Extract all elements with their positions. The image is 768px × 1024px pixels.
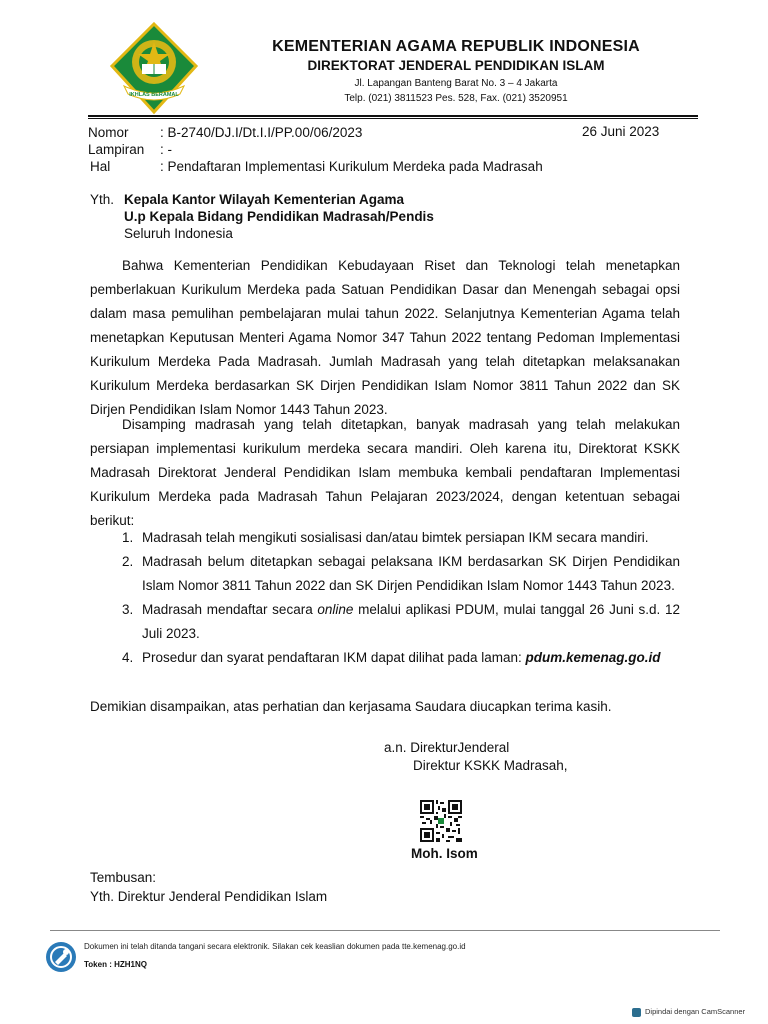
list-text-pre: Madrasah mendaftar secara — [142, 602, 318, 617]
footer-token: Token : HZH1NQ — [84, 960, 147, 969]
recipient-line3: Seluruh Indonesia — [124, 226, 233, 241]
nomor-value: : B-2740/DJ.I/Dt.I.I/PP.00/06/2023 — [160, 125, 363, 140]
phone-line: Telp. (021) 3811523 Pes. 528, Fax. (021) 3520951 — [344, 93, 568, 104]
footer-rule — [50, 930, 720, 931]
hal-label: Hal — [90, 159, 111, 174]
recipient-line1: Kepala Kantor Wilayah Kementerian Agama — [124, 192, 404, 207]
paragraph-text: Bahwa Kementerian Pendidikan Kebudayaan Riset dan Teknologi telah menetapkan pemberlakuan Kurikulum Merdeka pada Satuan Pendidikan Dasar dan Menengah sebagai opsi dalam masa pemulihan pembelajaran mulai tahun 2022. Selanjutnya Kementerian Agama telah menetapkan Keputusan Menteri Agama Nomor 347 Tahun 2022 tentang Pedoman Implementasi Kurikulum Merdeka Pada Madrasah. Jumlah Madrasah yang telah ditetapkan melaksanakan Kurikulum Merdeka berdasarkan SK Dirjen Pendidikan Islam Nomor 3811 Tahun 2022 dan SK Dirjen Pendidikan Islam Nomor 1443 Tahun 2023. — [90, 258, 680, 417]
requirements-list — [122, 526, 680, 670]
list-item — [122, 598, 680, 646]
camscanner-label: Dipindai dengan CamScanner — [645, 1007, 746, 1016]
list-text-post: melalui aplikasi PDUM, mulai tanggal 26 Juni s.d. 12 Juli 2023. — [142, 602, 681, 641]
list-text: Madrasah telah mengikuti sosialisasi dan/atau bimtek persiapan IKM secara mandiri. — [142, 530, 649, 545]
address-block — [200, 76, 712, 106]
lampiran-label: Lampiran — [88, 142, 145, 157]
list-text-pre: Prosedur dan syarat pendaftaran IKM dapat dilihat pada laman: — [142, 650, 526, 665]
list-item — [122, 550, 680, 598]
letterhead-rule-thick — [88, 115, 698, 117]
letter-date: 26 Juni 2023 — [582, 124, 660, 139]
list-number: 1. — [122, 530, 134, 545]
list-item — [122, 646, 680, 670]
recipient-line2: U.p Kepala Bidang Pendidikan Madrasah/Pendis — [124, 209, 434, 224]
signature-line1: a.n. DirekturJenderal — [384, 740, 510, 755]
directorate-name: DIREKTORAT JENDERAL PENDIDIKAN ISLAM — [307, 58, 605, 73]
bsre-seal-icon — [44, 940, 78, 974]
letterhead-rule-thin — [88, 118, 698, 119]
cc-label: Tembusan: — [90, 870, 157, 885]
pdum-link[interactable]: pdum.kemenag.go.id — [525, 650, 661, 665]
camscanner-icon — [632, 1008, 641, 1017]
cc-item: Yth. Direktur Jenderal Pendidikan Islam — [90, 889, 328, 904]
list-text — [142, 646, 680, 670]
hal-value: : Pendaftaran Implementasi Kurikulum Merdeka pada Madrasah — [160, 159, 543, 174]
list-number: 4. — [122, 650, 134, 665]
list-number: 2. — [122, 554, 134, 569]
online-emphasis: online — [317, 602, 354, 617]
org-name: KEMENTERIAN AGAMA REPUBLIK INDONESIA — [272, 38, 640, 55]
footer-note: Dokumen ini telah ditanda tangani secara elektronik. Silakan cek keaslian dokumen pada tte.kemenag.go.id — [84, 942, 466, 951]
list-text: Madrasah belum ditetapkan sebagai pelaksana IKM berdasarkan SK Dirjen Pendidikan Islam Nomor 3811 Tahun 2022 dan SK Dirjen Pendidikan Islam Nomor 1443 Tahun 2023. — [142, 554, 680, 593]
list-number: 3. — [122, 602, 134, 617]
body-paragraph-2 — [90, 413, 680, 533]
lampiran-value: : - — [160, 142, 172, 157]
signature-line2: Direktur KSKK Madrasah, — [413, 758, 568, 773]
list-item — [122, 526, 680, 550]
paragraph-text: Disamping madrasah yang telah ditetapkan, banyak madrasah yang telah melakukan persiapan implementasi kurikulum merdeka secara mandiri. Oleh karena itu, Direktorat KSKK Madrasah Direktorat Jenderal Pendidikan Islam membuka kembali pendaftaran Implementasi Kurikulum Merdeka pada Madrasah Tahun Pelajaran 2023/2024, dengan ketentuan sebagai berikut: — [90, 417, 680, 528]
nomor-label: Nomor — [88, 125, 129, 140]
qr-code-icon — [420, 800, 462, 842]
logo-banner: IKHLAS BERAMAL — [129, 92, 179, 98]
list-text — [142, 598, 680, 646]
kemenag-logo — [104, 20, 204, 116]
body-paragraph-1 — [90, 254, 680, 422]
address-line: Jl. Lapangan Banteng Barat No. 3 – 4 Jakarta — [354, 78, 558, 89]
signer-name: Moh. Isom — [411, 846, 478, 861]
recipient-yth: Yth. — [90, 192, 115, 207]
closing-sentence: Demikian disampaikan, atas perhatian dan kerjasama Saudara diucapkan terima kasih. — [90, 699, 612, 714]
